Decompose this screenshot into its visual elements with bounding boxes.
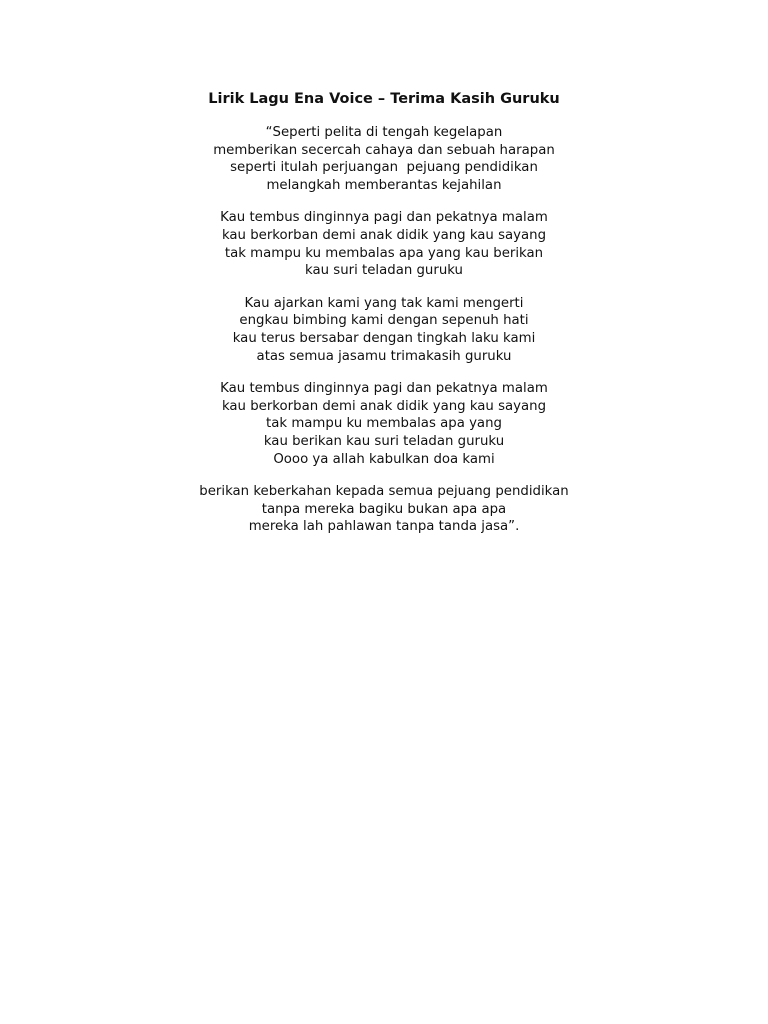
lyric-line: kau berkorban demi anak didik yang kau sayang [221,398,547,414]
stanza-4 [0,380,768,468]
lyric-line: kau berikan kau suri teladan guruku [263,433,505,449]
lyric-line: memberikan secercah cahaya dan sebuah harapan [213,142,555,158]
lyric-line: Kau ajarkan kami yang tak kami mengerti [244,295,524,311]
stanza-3 [0,295,768,365]
document-title: Lirik Lagu Ena Voice – Terima Kasih Guruku [208,91,560,107]
stanza-5 [0,483,768,536]
lyric-line: tak mampu ku membalas apa yang [266,416,502,432]
stanza-1 [0,124,768,194]
stanza-2 [0,209,768,279]
lyric-line: Oooo ya allah kabulkan doa kami [273,451,495,467]
lyric-line: atas semua jasamu trimakasih guruku [256,348,512,364]
lyric-line: tak mampu ku membalas apa yang kau berikan [224,245,544,261]
lyrics-body [0,124,768,551]
lyric-line: kau terus bersabar dengan tingkah laku kami [232,330,536,346]
lyric-line: kau berkorban demi anak didik yang kau sayang [221,227,547,243]
lyric-line: seperti itulah perjuangan pejuang pendidikan [230,160,538,176]
lyric-line: berikan keberkahan kepada semua pejuang pendidikan [199,484,569,500]
lyric-line: tanpa mereka bagiku bukan apa apa [261,501,507,517]
lyric-line: kau suri teladan guruku [305,263,463,279]
lyric-line: Kau tembus dinginnya pagi dan pekatnya malam [220,381,548,397]
lyric-line: mereka lah pahlawan tanpa tanda jasa”. [248,519,520,535]
lyric-line: Kau tembus dinginnya pagi dan pekatnya malam [220,210,548,226]
lyric-line: “Seperti pelita di tengah kegelapan [265,125,503,140]
lyric-line: melangkah memberantas kejahilan [266,177,502,193]
lyric-line: engkau bimbing kami dengan sepenuh hati [239,313,529,329]
